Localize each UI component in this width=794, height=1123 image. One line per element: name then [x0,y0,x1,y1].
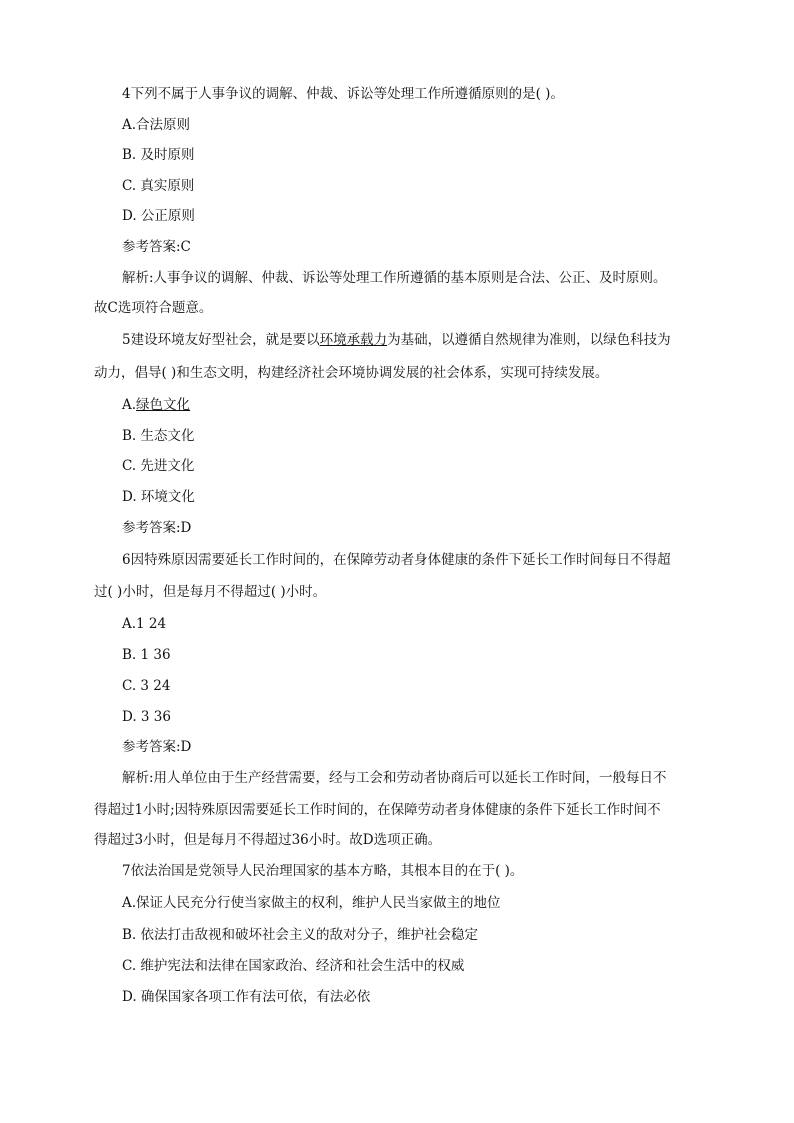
q5-option-a-prefix: A. [122,397,137,413]
q5-option-d: D. 环境文化 [122,489,195,505]
q5-answer: 参考答案:D [122,520,192,536]
q6-analysis-line-3: 得超过3小时，但是每月不得超过36小时。故D选项正确。 [94,832,442,848]
q4-option-a: A.合法原则 [122,117,191,133]
q6-answer: 参考答案:D [122,739,192,755]
q7-option-d: D. 确保国家各项工作有法可依，有法必依 [122,989,371,1005]
q6-option-b: B. 1 36 [122,647,171,663]
q6-option-c: C. 3 24 [122,678,171,694]
q5-option-b: B. 生态文化 [122,428,195,444]
q6-analysis-line-1: 解析:用人单位由于生产经营需要，经与工会和劳动者协商后可以延长工作时间，一般每日不 [122,770,667,786]
q4-answer: 参考答案:C [122,239,191,255]
q5-stem-underlined-term: 环境承载力 [319,332,388,348]
q5-option-a [122,396,190,414]
q4-option-b: B. 及时原则 [122,147,195,163]
q5-option-c: C. 先进文化 [122,458,195,474]
q6-option-d: D. 3 36 [122,709,171,725]
q4-stem: 4下列不属于人事争议的调解、仲裁、诉讼等处理工作所遵循原则的是( )。 [122,86,564,102]
q5-stem-text-a: 5建设环境友好型社会，就是要以 [122,332,320,348]
q5-option-a-text: 绿色文化 [136,397,191,413]
q4-analysis-line-1: 解析:人事争议的调解、仲裁、诉讼等处理工作所遵循的基本原则是合法、公正、及时原则。 [122,270,667,286]
q4-analysis-line-2: 故C选项符合题意。 [94,300,213,316]
q5-stem-line-1 [122,331,671,349]
q7-option-b: B. 依法打击敌视和破坏社会主义的敌对分子，维护社会稳定 [122,927,479,943]
q5-stem-text-b: 为基础，以遵循自然规律为准则，以绿色科技为 [387,332,671,348]
q7-option-c: C. 维护宪法和法律在国家政治、经济和社会生活中的权威 [122,958,465,974]
q7-stem: 7依法治国是党领导人民治理国家的基本方略，其根本目的在于( )。 [122,863,524,879]
q6-option-a: A.1 24 [122,616,167,632]
q4-option-d: D. 公正原则 [122,208,195,224]
q6-analysis-line-2: 得超过1小时;因特殊原因需要延长工作时间的，在保障劳动者身体健康的条件下延长工作时间不 [94,802,661,818]
q6-stem-line-1: 6因特殊原因需要延长工作时间的，在保障劳动者身体健康的条件下延长工作时间每日不得超 [122,552,671,568]
q7-option-a: A.保证人民充分行使当家做主的权利，维护人民当家做主的地位 [122,895,501,911]
q4-option-c: C. 真实原则 [122,178,195,194]
q6-stem-line-2: 过( )小时，但是每月不得超过( )小时。 [94,584,327,600]
q5-stem-line-2: 动力，倡导( )和生态文明，构建经济社会环境协调发展的社会体系，实现可持续发展。 [94,365,609,381]
